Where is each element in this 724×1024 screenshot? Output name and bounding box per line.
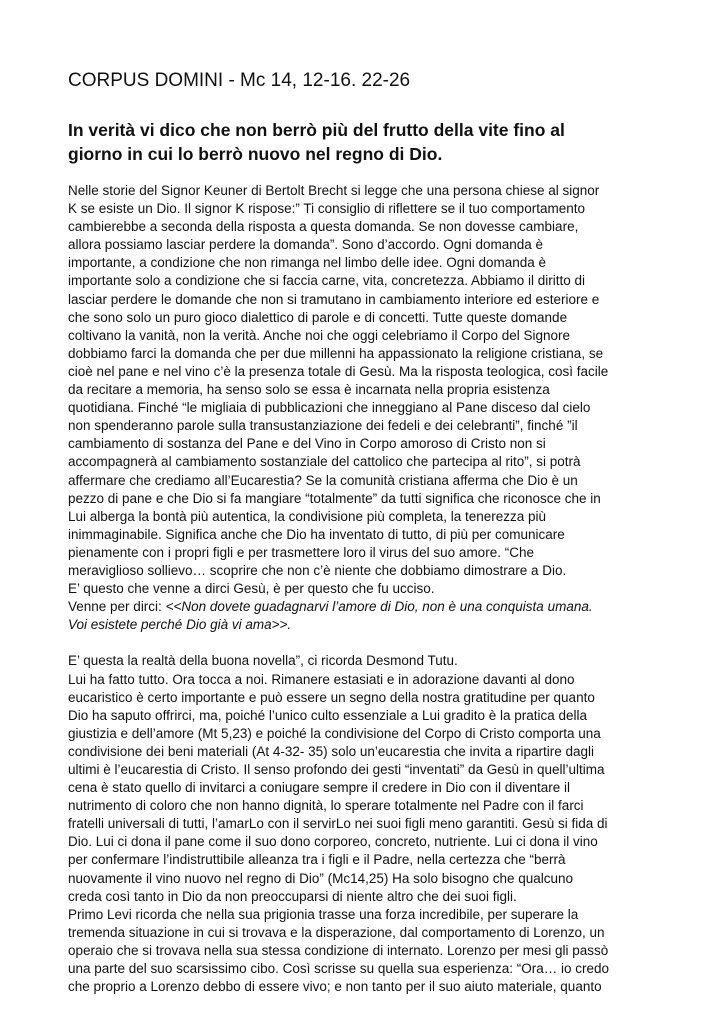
text-line: coltivano la vanità, non la verità. Anche noi che oggi celebriamo il Corpo del Signore [68,327,571,343]
text-line: lasciar perdere le domande che non si tramutano in cambiamento interiore ed esteriore e [68,291,600,307]
quote-line-2: Voi esistete perché Dio già vi ama>>. [68,617,292,633]
text-line: creda così tanto in Dio da non preoccuparsi di niente altro che dei suoi figli. [68,888,517,904]
text-line: accompagnerà al cambiamento sostanziale del cattolico che partecipa al rito”, si potrà [68,454,581,470]
heading-line: In verità vi dico che non berrò più del frutto della vite fino al [68,120,565,140]
text-line: eucaristico è certo importante e può essere un segno della nostra gratitudine per quanto [68,689,595,705]
text-line: che sono solo un puro gioco dialettico di parole e di concetti. Tutte queste domande [68,309,568,325]
text-line: ultimi è l’eucarestia di Cristo. Il senso profondo dei gesti “inventati” da Gesù in quell’ultima [68,762,605,777]
text-line: Dio ha saputo offrirci, ma, poiché l’unico culto essenziale a Lui gradito è la pratica della [68,707,588,723]
text-line: dobbiamo farci la domanda che per due millenni ha appassionato la religione cristiana, se [68,345,604,361]
text-line: nuovamente il vino nuovo nel regno di Dio” (Mc14,25) Ha solo bisogno che qualcuno [68,870,574,886]
text-line: cena è stato quello di invitarci a coniugare sempre il credere in Dio con il diventare il [68,780,571,796]
gospel-verse-heading [68,118,565,166]
text-line: tremenda situazione in cui si trovava e la disperazione, dal comportamento di Lorenzo, un [68,924,605,940]
text-line: per confermare l’indistruttibile alleanza tra i figli e il Padre, nella certezza che “berrà [68,852,566,868]
text-line: fratelli universali di tutti, l’amarLo con il servirLo nei suoi figli meno garantiti. Gesù si fida di [68,816,608,832]
text-line: pezzo di pane e che Dio si fa mangiare “totalmente” da tutti significa che riconosce che in [68,490,601,506]
text-line: quotidiana. Finché “le migliaia di pubblicazioni che inneggiano al Pane disceso dal cielo [68,400,591,416]
paragraph-gap [68,634,609,652]
text-line: importante, a condizione che non rimanga nel limbo delle idee. Ogni domanda è [68,255,547,271]
text-line: condivisione dei beni materiali (At 4-32- 35) solo un’eucarestia che invita a ripartire dagli [68,743,595,759]
body-text [68,182,609,996]
page-title: CORPUS DOMINI - Mc 14, 12-16. 22-26 [68,70,411,91]
text-line: Dio. Lui ci dona il pane come il suo dono corporeo, concreto, nutriente. Lui ci dona il vino [68,834,598,850]
text-line: inimmaginabile. Significa anche che Dio ha inventato di tutto, di più per comunicare [68,526,565,542]
text-line: Lui ha fatto tutto. Ora tocca a noi. Rimanere estasiati e in adorazione davanti al dono [68,671,575,687]
text-line: cambierebbe a seconda della risposta a questa domanda. Se non dovesse cambiare, [68,219,579,235]
text-line: importante solo a condizione che si faccia carne, vita, concretezza. Abbiamo il diritto di [68,273,586,289]
text-line: Lui alberga la bontà più autentica, la condivisione più completa, la tenerezza più [68,508,547,524]
paragraph-block-1 [68,182,609,598]
quote-prefix: Venne per dirci: [68,599,166,615]
heading-line: giorno in cui lo berrò nuovo nel regno di Dio. [68,144,443,164]
text-line: Nelle storie del Signor Keuner di Bertolt Brecht si legge che una persona chiese al signor [68,183,600,198]
text-line: E’ questo che venne a dirci Gesù, è per questo che fu ucciso. [68,581,435,597]
text-line: cambiamento di sostanza del Pane e del Vino in Corpo amoroso di Cristo non si [68,436,546,452]
text-line: nutrimento di coloro che non hanno dignità, lo sperare totalmente nel Padre con il farci [68,798,584,814]
text-line: non spenderanno parole sulla transustanziazione dei fedeli e dei celebranti”, finché ”il [68,418,578,434]
text-line: Primo Levi ricorda che nella sua prigionia trasse una forza incredibile, per superare la [68,906,579,922]
text-line: E’ questa la realtà della buona novella”, ci ricorda Desmond Tutu. [68,653,458,669]
text-line: pienamente con i propri figli e per trasmettere loro il virus del suo amore. “Che [68,544,534,560]
text-line: affermare che crediamo all’Eucarestia? Se la comunità cristiana afferma che Dio è un [68,472,578,488]
quote-line-1 [68,598,609,616]
text-line: K se esiste un Dio. Il signor K rispose:” Ti consiglio di riflettere se il tuo comportamento [68,201,585,217]
quote-text: <<Non dovete guadagnarvi l’amore di Dio, non è una conquista umana. [165,599,593,615]
text-line: meraviglioso sollievo… scoprire che non c’è niente che dobbiamo dimostrare a Dio. [68,562,567,578]
text-line: giustizia e dell’amore (Mt 5,23) e poiché la condivisione del Corpo di Cristo comporta una [68,725,601,741]
text-line: allora possiamo lasciar perdere la domanda”. Sono d’accordo. Ogni domanda è [68,237,544,253]
paragraph-block-2 [68,652,609,996]
text-line: cioè nel pane e nel vino c’è la presenza totale di Gesù. Ma la risposta teologica, così facile [68,363,609,379]
text-line: una parte del suo scarsissimo cibo. Così scrisse su quella sua esperienza: “Ora… io credo [68,961,609,977]
text-line: operaio che si trovava nella sua stessa condizione di internato. Lorenzo per mesi gli passò [68,942,609,958]
text-line: che proprio a Lorenzo debbo di essere vivo; e non tanto per il suo aiuto materiale, quanto [68,979,602,995]
text-line: da recitare a memoria, ha senso solo se essa è incarnata nella propria esistenza [68,382,550,398]
